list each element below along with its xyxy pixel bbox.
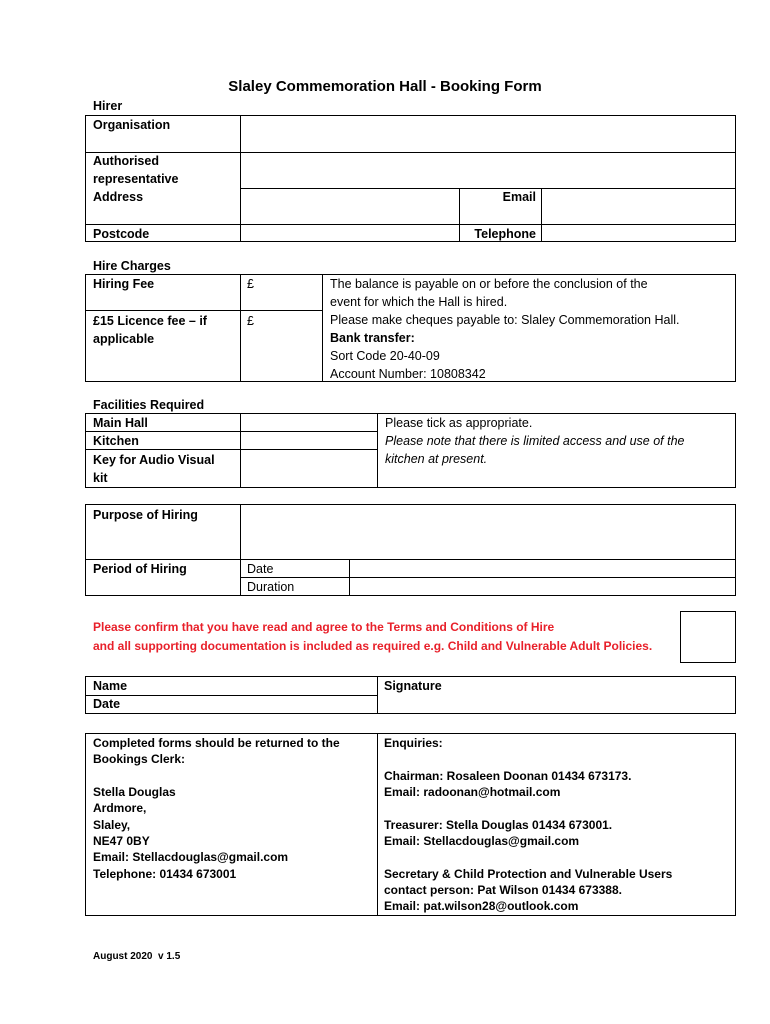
hiring-fee-currency: £ [247,277,254,291]
kitchen-note-line1: Please note that there is limited access and use of the [385,434,685,448]
hire-charges-section-label: Hire Charges [93,259,171,273]
name-field[interactable] [130,677,374,693]
telephone-label: Telephone [474,227,536,241]
authorised-representative-field[interactable] [241,153,734,186]
duration-label: Duration [247,580,295,594]
return-note-line1: Completed forms should be returned to the [93,736,340,750]
chairman-line2: Email: radoonan@hotmail.com [384,785,561,799]
licence-label-line2: applicable [93,332,155,346]
authorised-label-line1: Authorised [93,154,159,168]
bank-transfer-label: Bank transfer: [330,331,415,345]
purpose-col-divider [349,559,350,596]
kitchen-note-line2: kitchen at present. [385,452,488,466]
postcode-field[interactable] [241,225,458,241]
organisation-label: Organisation [93,118,171,132]
clerk-address-line1: Ardmore, [93,801,147,815]
licence-fee-field[interactable] [258,313,320,343]
hirer-col-divider [459,188,460,242]
organisation-field[interactable] [241,117,734,150]
confirm-line2: and all supporting documentation is included as required e.g. Child and Vulnerable Adult Policies. [93,639,653,653]
hiring-fee-field[interactable] [258,276,320,306]
account-number: Account Number: 10808342 [330,367,486,381]
return-note-line2: Bookings Clerk: [93,752,186,766]
date-label: Date [247,562,274,576]
hire-date-field[interactable] [351,560,734,576]
charges-col-divider [322,275,323,382]
hirer-section-label: Hirer [93,99,123,113]
period-label: Period of Hiring [93,562,187,576]
charges-row-divider [86,310,322,311]
licence-fee-currency: £ [247,314,254,328]
contacts-col-divider [377,734,378,916]
clerk-name: Stella Douglas [93,785,176,799]
hiring-fee-label: Hiring Fee [93,277,155,291]
enquiries-label: Enquiries: [384,736,443,750]
kitchen-label: Kitchen [93,434,139,448]
av-kit-label-line2: kit [93,471,108,485]
secretary-line3: Email: pat.wilson28@outlook.com [384,899,579,913]
main-hall-label: Main Hall [93,416,148,430]
clerk-telephone: Telephone: 01434 673001 [93,867,237,881]
payment-note-line2: event for which the Hall is hired. [330,295,508,309]
secretary-line2: contact person: Pat Wilson 01434 673388. [384,883,622,897]
treasurer-line1: Treasurer: Stella Douglas 01434 673001. [384,818,613,832]
name-label: Name [93,679,128,693]
signoff-date-label: Date [93,697,121,711]
clerk-address-line2: Slaley, [93,818,131,832]
authorised-label-line2: representative [93,172,179,186]
purpose-label: Purpose of Hiring [93,508,198,522]
clerk-email: Email: Stellacdouglas@gmail.com [93,850,289,864]
address-field[interactable] [241,189,458,223]
secretary-line1: Secretary & Child Protection and Vulnerable Users [384,867,673,881]
tick-note: Please tick as appropriate. [385,416,533,430]
kitchen-tick-box[interactable] [241,432,376,448]
page-title: Slaley Commemoration Hall - Booking Form [228,78,542,95]
payment-note-line1: The balance is payable on or before the conclusion of the [330,277,648,291]
clerk-postcode: NE47 0BY [93,834,150,848]
facilities-section-label: Facilities Required [93,398,205,412]
signature-label: Signature [384,679,442,693]
main-hall-tick-box[interactable] [241,414,376,430]
version-footer: August 2020 v 1.5 [93,951,181,962]
chairman-line1: Chairman: Rosaleen Doonan 01434 673173. [384,769,632,783]
av-kit-tick-box[interactable] [241,450,376,486]
signature-field[interactable] [378,695,734,712]
hirer-col-divider [541,188,542,242]
confirm-line1: Please confirm that you have read and agree to the Terms and Conditions of Hire [93,620,555,634]
av-kit-label-line1: Key for Audio Visual [93,453,215,467]
licence-label-line1: £15 Licence fee – if [93,314,207,328]
facilities-col-divider [377,414,378,488]
duration-field[interactable] [351,578,734,594]
charges-col-divider [240,275,241,382]
treasurer-line2: Email: Stellacdouglas@gmail.com [384,834,580,848]
email-label: Email [502,190,536,204]
postcode-label: Postcode [93,227,150,241]
email-field[interactable] [543,189,734,223]
payment-note-line3: Please make cheques payable to: Slaley Commemoration Hall. [330,313,680,327]
sort-code: Sort Code 20-40-09 [330,349,440,363]
address-label: Address [93,190,144,204]
signoff-date-field[interactable] [130,695,374,712]
telephone-field[interactable] [543,225,734,241]
confirm-tick-box[interactable] [680,611,736,663]
purpose-field[interactable] [241,506,734,557]
